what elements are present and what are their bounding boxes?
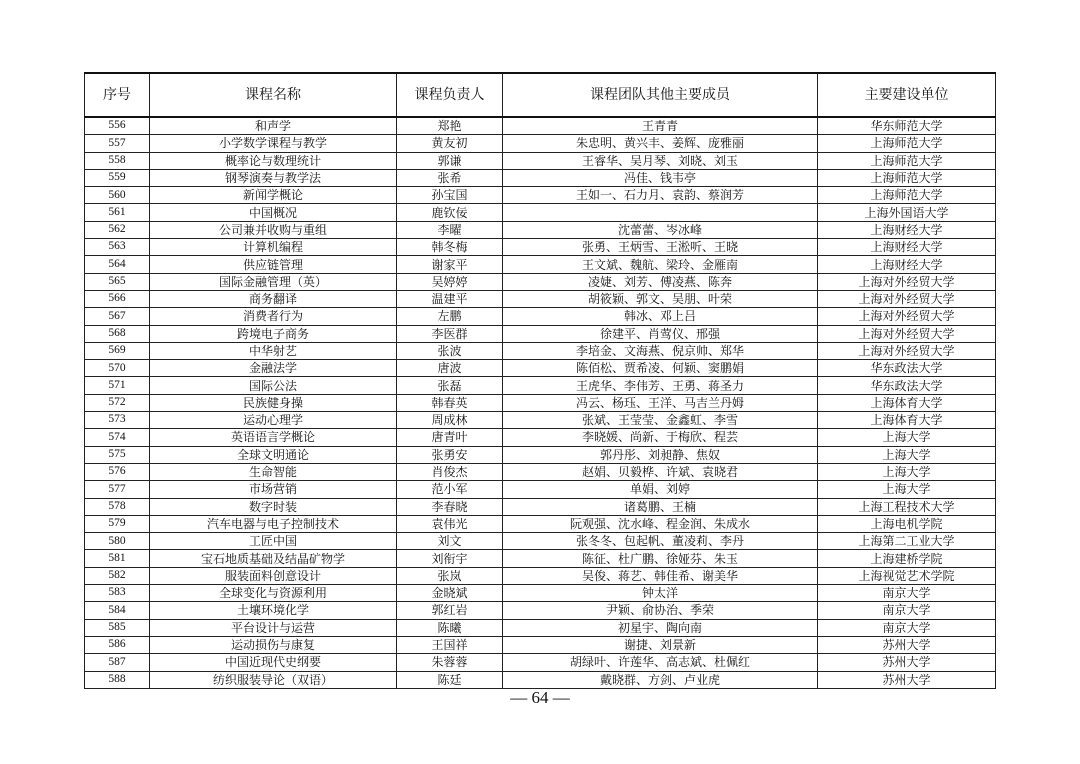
cell-serial: 577 <box>85 481 150 498</box>
cell-team-members: 尹颖、俞协治、季荣 <box>503 602 818 619</box>
cell-course-name: 汽车电器与电子控制技术 <box>150 515 397 532</box>
cell-team-members: 王青青 <box>503 117 818 135</box>
cell-course-name: 民族健身操 <box>150 394 397 411</box>
cell-lead: 吴婷婷 <box>397 273 503 290</box>
cell-lead: 郑艳 <box>397 117 503 135</box>
cell-institution: 上海建桥学院 <box>818 550 996 567</box>
cell-course-name: 新闻学概论 <box>150 187 397 204</box>
table-row <box>85 239 996 256</box>
cell-course-name: 金融法学 <box>150 360 397 377</box>
header-team-members: 课程团队其他主要成员 <box>503 73 818 117</box>
cell-institution: 华东政法大学 <box>818 360 996 377</box>
cell-course-name: 服装面料创意设计 <box>150 567 397 584</box>
cell-team-members: 谢捷、刘景新 <box>503 636 818 653</box>
cell-serial: 574 <box>85 429 150 446</box>
table-row <box>85 602 996 619</box>
cell-lead: 郭谦 <box>397 152 503 169</box>
cell-serial: 561 <box>85 204 150 221</box>
cell-lead: 左鹏 <box>397 308 503 325</box>
cell-team-members: 钟太洋 <box>503 585 818 602</box>
cell-team-members: 朱忠明、黄兴丰、姜辉、庞雅丽 <box>503 135 818 152</box>
cell-lead: 张岚 <box>397 567 503 584</box>
cell-lead: 孙宝国 <box>397 187 503 204</box>
cell-serial: 558 <box>85 152 150 169</box>
cell-institution: 上海师范大学 <box>818 187 996 204</box>
cell-course-name: 小学数学课程与教学 <box>150 135 397 152</box>
cell-institution: 华东政法大学 <box>818 377 996 394</box>
cell-team-members: 冯云、杨珏、王洋、马吉兰丹姆 <box>503 394 818 411</box>
cell-course-name: 国际金融管理（英） <box>150 273 397 290</box>
cell-lead: 袁伟光 <box>397 515 503 532</box>
cell-serial: 557 <box>85 135 150 152</box>
cell-team-members: 徐建平、肖莺仪、邢强 <box>503 325 818 342</box>
cell-team-members: 王睿华、吴月琴、刘晓、刘玉 <box>503 152 818 169</box>
cell-lead: 黄友初 <box>397 135 503 152</box>
cell-lead: 唐波 <box>397 360 503 377</box>
cell-lead: 金晓斌 <box>397 585 503 602</box>
cell-lead: 陈曦 <box>397 619 503 636</box>
cell-course-name: 供应链管理 <box>150 256 397 273</box>
cell-course-name: 宝石地质基础及结晶矿物学 <box>150 550 397 567</box>
cell-serial: 563 <box>85 239 150 256</box>
cell-lead: 韩冬梅 <box>397 239 503 256</box>
cell-institution: 上海对外经贸大学 <box>818 342 996 359</box>
table-row <box>85 290 996 307</box>
cell-serial: 568 <box>85 325 150 342</box>
cell-institution: 上海师范大学 <box>818 135 996 152</box>
cell-course-name: 商务翻译 <box>150 290 397 307</box>
table-row <box>85 169 996 186</box>
table-row <box>85 342 996 359</box>
cell-team-members: 单娟、刘婷 <box>503 481 818 498</box>
cell-team-members: 沈蕾蕾、岑冰峰 <box>503 221 818 238</box>
cell-institution: 苏州大学 <box>818 636 996 653</box>
cell-lead: 韩春英 <box>397 394 503 411</box>
cell-lead: 唐青叶 <box>397 429 503 446</box>
table-row <box>85 325 996 342</box>
table-row <box>85 412 996 429</box>
cell-team-members: 陈征、杜广鹏、徐娅芬、朱玉 <box>503 550 818 567</box>
cell-lead: 鹿钦佞 <box>397 204 503 221</box>
cell-serial: 588 <box>85 671 150 688</box>
cell-team-members: 郭丹彤、刘昶静、焦奴 <box>503 446 818 463</box>
cell-serial: 565 <box>85 273 150 290</box>
cell-institution: 上海外国语大学 <box>818 204 996 221</box>
cell-serial: 576 <box>85 463 150 480</box>
header-row <box>85 73 996 117</box>
table-row <box>85 377 996 394</box>
table-row <box>85 550 996 567</box>
header-institution: 主要建设单位 <box>818 73 996 117</box>
table-row <box>85 463 996 480</box>
cell-team-members: 张斌、王莹莹、金鑫虹、李雪 <box>503 412 818 429</box>
cell-institution: 上海工程技术大学 <box>818 498 996 515</box>
cell-serial: 581 <box>85 550 150 567</box>
cell-serial: 559 <box>85 169 150 186</box>
cell-course-name: 和声学 <box>150 117 397 135</box>
cell-course-name: 公司兼并收购与重组 <box>150 221 397 238</box>
cell-institution: 上海财经大学 <box>818 221 996 238</box>
table-row <box>85 567 996 584</box>
cell-lead: 张希 <box>397 169 503 186</box>
cell-course-name: 生命智能 <box>150 463 397 480</box>
cell-course-name: 全球变化与资源利用 <box>150 585 397 602</box>
cell-serial: 582 <box>85 567 150 584</box>
cell-lead: 张波 <box>397 342 503 359</box>
cell-lead: 张磊 <box>397 377 503 394</box>
cell-team-members: 赵娟、贝毅桦、许斌、袁晓君 <box>503 463 818 480</box>
header-serial: 序号 <box>85 73 150 117</box>
cell-course-name: 中国概况 <box>150 204 397 221</box>
table-row <box>85 256 996 273</box>
page-number: — 64 — <box>510 688 570 707</box>
table-row <box>85 515 996 532</box>
course-table <box>84 72 996 689</box>
cell-team-members: 王虎华、李伟芳、王勇、蒋圣力 <box>503 377 818 394</box>
cell-lead: 张勇安 <box>397 446 503 463</box>
cell-serial: 587 <box>85 654 150 671</box>
cell-institution: 上海对外经贸大学 <box>818 325 996 342</box>
cell-course-name: 运动心理学 <box>150 412 397 429</box>
cell-institution: 上海第二工业大学 <box>818 533 996 550</box>
cell-team-members <box>503 204 818 221</box>
table-row <box>85 273 996 290</box>
cell-lead: 周成林 <box>397 412 503 429</box>
cell-lead: 郭红岩 <box>397 602 503 619</box>
table-row <box>85 533 996 550</box>
cell-institution: 南京大学 <box>818 619 996 636</box>
cell-serial: 578 <box>85 498 150 515</box>
cell-team-members: 阮观强、沈水峰、程金润、朱成水 <box>503 515 818 532</box>
table-row <box>85 671 996 688</box>
cell-course-name: 工匠中国 <box>150 533 397 550</box>
table-row <box>85 152 996 169</box>
cell-team-members: 冯佳、钱韦亭 <box>503 169 818 186</box>
cell-team-members: 初星宇、陶向南 <box>503 619 818 636</box>
cell-institution: 上海电机学院 <box>818 515 996 532</box>
cell-course-name: 中华射艺 <box>150 342 397 359</box>
cell-institution: 南京大学 <box>818 585 996 602</box>
cell-institution: 上海对外经贸大学 <box>818 273 996 290</box>
cell-team-members: 张冬冬、包起帆、董凌莉、李丹 <box>503 533 818 550</box>
cell-lead: 陈廷 <box>397 671 503 688</box>
header-course-name: 课程名称 <box>150 73 397 117</box>
table-row <box>85 117 996 135</box>
cell-serial: 566 <box>85 290 150 307</box>
table-header <box>85 73 996 117</box>
cell-course-name: 数字时装 <box>150 498 397 515</box>
table-row <box>85 481 996 498</box>
cell-lead: 范小军 <box>397 481 503 498</box>
cell-serial: 572 <box>85 394 150 411</box>
cell-institution: 华东师范大学 <box>818 117 996 135</box>
table-row <box>85 429 996 446</box>
cell-lead: 刘衔宇 <box>397 550 503 567</box>
cell-course-name: 全球文明通论 <box>150 446 397 463</box>
cell-team-members: 胡绿叶、许莲华、高志斌、杜佩红 <box>503 654 818 671</box>
cell-serial: 560 <box>85 187 150 204</box>
cell-serial: 569 <box>85 342 150 359</box>
cell-team-members: 张勇、王炳雪、王淞听、王晓 <box>503 239 818 256</box>
cell-institution: 上海对外经贸大学 <box>818 290 996 307</box>
cell-team-members: 诸葛鹏、王楠 <box>503 498 818 515</box>
cell-serial: 579 <box>85 515 150 532</box>
cell-institution: 苏州大学 <box>818 654 996 671</box>
cell-lead: 李春晓 <box>397 498 503 515</box>
cell-institution: 上海师范大学 <box>818 152 996 169</box>
table-row <box>85 585 996 602</box>
cell-serial: 556 <box>85 117 150 135</box>
cell-serial: 583 <box>85 585 150 602</box>
cell-lead: 王国祥 <box>397 636 503 653</box>
table-row <box>85 308 996 325</box>
cell-lead: 温建平 <box>397 290 503 307</box>
cell-lead: 李曜 <box>397 221 503 238</box>
cell-institution: 上海体育大学 <box>818 394 996 411</box>
cell-serial: 571 <box>85 377 150 394</box>
cell-team-members: 凌婕、刘芳、傅凌燕、陈奔 <box>503 273 818 290</box>
cell-serial: 584 <box>85 602 150 619</box>
cell-serial: 562 <box>85 221 150 238</box>
table-row <box>85 636 996 653</box>
cell-course-name: 中国近现代史纲要 <box>150 654 397 671</box>
cell-institution: 上海大学 <box>818 481 996 498</box>
cell-course-name: 平台设计与运营 <box>150 619 397 636</box>
table-row <box>85 394 996 411</box>
cell-institution: 上海大学 <box>818 429 996 446</box>
cell-serial: 586 <box>85 636 150 653</box>
cell-course-name: 计算机编程 <box>150 239 397 256</box>
table-row <box>85 187 996 204</box>
cell-course-name: 运动损伤与康复 <box>150 636 397 653</box>
cell-institution: 上海大学 <box>818 463 996 480</box>
cell-institution: 上海对外经贸大学 <box>818 308 996 325</box>
cell-institution: 上海大学 <box>818 446 996 463</box>
cell-team-members: 胡筱颖、郭文、吴朋、叶荣 <box>503 290 818 307</box>
cell-serial: 575 <box>85 446 150 463</box>
cell-course-name: 土壤环境化学 <box>150 602 397 619</box>
cell-lead: 刘文 <box>397 533 503 550</box>
cell-team-members: 王如一、石力月、袁韵、蔡润芳 <box>503 187 818 204</box>
cell-serial: 570 <box>85 360 150 377</box>
table-row <box>85 619 996 636</box>
table-row <box>85 654 996 671</box>
cell-course-name: 概率论与数理统计 <box>150 152 397 169</box>
cell-serial: 580 <box>85 533 150 550</box>
cell-lead: 李医群 <box>397 325 503 342</box>
cell-lead: 肖俊杰 <box>397 463 503 480</box>
cell-institution: 上海师范大学 <box>818 169 996 186</box>
cell-institution: 苏州大学 <box>818 671 996 688</box>
cell-institution: 上海视觉艺术学院 <box>818 567 996 584</box>
cell-institution: 南京大学 <box>818 602 996 619</box>
cell-team-members: 韩冰、邓上吕 <box>503 308 818 325</box>
cell-course-name: 钢琴演奏与教学法 <box>150 169 397 186</box>
cell-serial: 567 <box>85 308 150 325</box>
cell-institution: 上海体育大学 <box>818 412 996 429</box>
cell-lead: 朱蓉蓉 <box>397 654 503 671</box>
table-row <box>85 498 996 515</box>
cell-course-name: 消费者行为 <box>150 308 397 325</box>
table-row <box>85 221 996 238</box>
cell-team-members: 李晓媛、尚新、于梅欣、程芸 <box>503 429 818 446</box>
table-row <box>85 360 996 377</box>
table-body <box>85 117 996 688</box>
cell-team-members: 吴俊、蒋艺、韩佳希、谢美华 <box>503 567 818 584</box>
cell-serial: 573 <box>85 412 150 429</box>
cell-course-name: 纺织服装导论（双语） <box>150 671 397 688</box>
cell-institution: 上海财经大学 <box>818 239 996 256</box>
table-row <box>85 204 996 221</box>
cell-lead: 谢家平 <box>397 256 503 273</box>
cell-team-members: 陈佰松、贾希凌、何颖、窦鹏娟 <box>503 360 818 377</box>
cell-institution: 上海财经大学 <box>818 256 996 273</box>
cell-course-name: 英语语言学概论 <box>150 429 397 446</box>
cell-course-name: 国际公法 <box>150 377 397 394</box>
cell-team-members: 戴晓群、方剑、卢业虎 <box>503 671 818 688</box>
cell-team-members: 李培金、文海燕、倪京帅、郑华 <box>503 342 818 359</box>
table-row <box>85 135 996 152</box>
header-lead: 课程负责人 <box>397 73 503 117</box>
cell-serial: 585 <box>85 619 150 636</box>
table-row <box>85 446 996 463</box>
cell-course-name: 跨境电子商务 <box>150 325 397 342</box>
cell-course-name: 市场营销 <box>150 481 397 498</box>
cell-serial: 564 <box>85 256 150 273</box>
cell-team-members: 王文斌、魏航、梁玲、金雁南 <box>503 256 818 273</box>
